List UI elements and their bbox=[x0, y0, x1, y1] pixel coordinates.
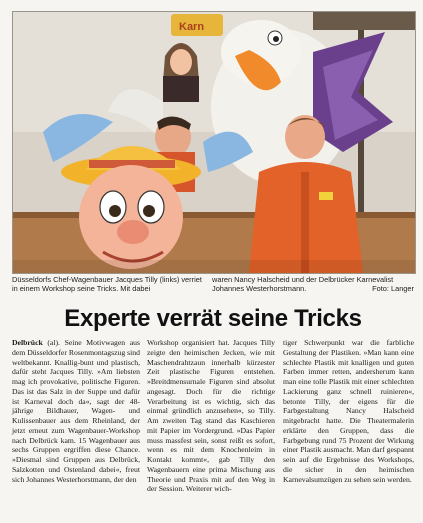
sign-text: Karn bbox=[179, 21, 205, 33]
dateline: Delbrück bbox=[12, 338, 43, 347]
article-column-2: Workshop organisiert hat. Jacques Tilly zeigte den heimischen Jecken, wie mit Maschendrahtzaun innerhalb kürzester Zeit plastische Figuren entstehen. »Breitdmensurnale Figuren sind absolut angesagt. Doch für die richtige Verarbeitung ist es wichtig, sich das einmal gründlich anzusehen«, so Tilly. Am zweiten Tag stand das Kaschieren mit Papier im Vordergrund. »Das Papier muss massfest sein, sonst reißt es sofort, wenn es mit dem Knochenleim in Kontakt kommt«, gab Tilly den Wagenbauern eine prima Mischung aus Theorie und Praxis mit auf den Weg in der Session. Weiterer wich- bbox=[147, 338, 275, 494]
caption-right bbox=[212, 275, 414, 294]
caption-left: Düsseldorfs Chef-Wagenbauer Jacques Tilly (links) verriet in einem Workshop seine Tricks. Mit dabei bbox=[12, 275, 202, 294]
column-1-text: (al). Seine Motivwagen aus dem Düsseldorfer Rosenmontagszug sind weltbekannt. Knallig-bunt und plastisch, dafür steht Jacques Tilly. »Am liebsten mag ich provokative, politische Figuren. Das ist das Salz in der Suppe und dafür ist Karneval doch da«, sagt der 48-jährige Bildhauer, Wagen- und Kulissenbauer aus dem Rheinland, der jetzt erneut zum Wagenbauer-Workshop nach Delbrück kam. 15 Wagenbauer aus sechs Gruppen ergriffen diese Chance. »Diesmal sind Gruppen aus Delbrück, Salzkotten und Ostenland dabei«, freut sich Johannes Westerhorstmann, der den bbox=[12, 338, 140, 484]
mask-face bbox=[79, 165, 183, 269]
westerhorstmann-face bbox=[285, 115, 325, 159]
article-column-3: tiger Schwerpunkt war die farbliche Gestaltung der Plastiken. »Man kann eine schlechte Plastik mit knalligen und guten Farben immer retten, andersherum kann man eine tolle Plastik mit einer schlechten Lackierung ganz schnell ruinieren«, betonte Tilly, der eigens für die Farbgestaltung Nancy Halscheid mitgebracht hatte. Die Theatermalerin erklärte den Gruppen, dass die Farbgebung rund 75 Prozent der Wirkung einer Plastik ausmacht. Man darf gespannt sein auf die Ergebnisse des Workshops, die sicher in den heimischen Karnevalsumzügen zu sehen sein werden. bbox=[283, 338, 414, 484]
article-column-1 bbox=[12, 338, 140, 518]
caption-right-text: waren Nancy Halscheid und der Delbrücker Karnevalist Johannes Westerhorstmann. bbox=[212, 275, 394, 294]
headline: Experte verrät seine Tricks bbox=[64, 305, 362, 332]
article-photo bbox=[12, 11, 416, 274]
photo-credit: Foto: Langer bbox=[372, 284, 414, 294]
article-body bbox=[12, 338, 414, 520]
photo-caption bbox=[12, 275, 414, 301]
mask-nose bbox=[117, 220, 149, 244]
photo-illustration bbox=[13, 12, 415, 273]
